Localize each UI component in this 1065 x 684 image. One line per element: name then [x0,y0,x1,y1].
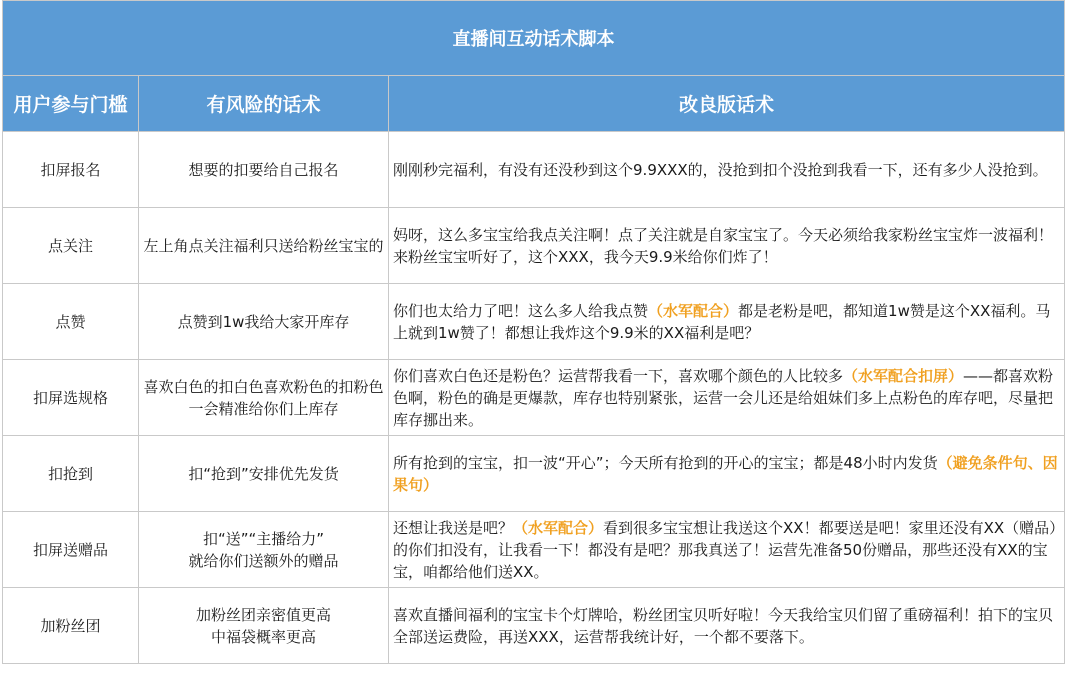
threshold-cell: 扣屏送赠品 [3,512,139,588]
header-row [3,76,1065,132]
header-threshold: 用户参与门槛 [3,76,139,132]
improved-script-text: 妈呀，这么多宝宝给我点关注啊！点了关注就是自家宝宝了。今天必须给我家粉丝宝宝炸一波福利！来粉丝宝宝听好了，这个XXX，我今天9.9米给你们炸了！ [393,225,1054,266]
table-row [3,132,1065,208]
highlight-note: （避免条件句、因果句） [393,453,1058,494]
highlight-note: （水军配合） [513,518,604,537]
table-row [3,208,1065,284]
table-row [3,360,1065,436]
highlight-note: （水军配合扣屏） [843,366,964,385]
improved-script-cell [389,588,1065,664]
threshold-cell: 扣屏报名 [3,132,139,208]
improved-script-text: ——都喜欢粉色啊，粉色的确是更爆款，库存也特别紧张，运营一会儿还是给姐妹们多上点粉色的库存吧，尽量把库存挪出来。 [393,366,1054,429]
improved-script-text: 所有抢到的宝宝，扣一波“开心”；今天所有抢到的开心的宝宝；都是48小时内发货 [393,453,938,472]
improved-script-text: 你们喜欢白色还是粉色？运营帮我看一下，喜欢哪个颜色的人比较多 [393,366,844,385]
header-improved: 改良版话术 [389,76,1065,132]
improved-script-text: 还想让我送是吧？ [393,518,514,537]
table-title: 直播间互动话术脚本 [3,1,1065,76]
risky-script-cell [139,436,389,512]
risky-script-line: 加粉丝团亲密值更高 [195,605,331,624]
improved-script-text: 看到很多宝宝想让我送这个XX！都要送是吧！家里还没有XX（赠品）的你们扣没有，让我看一下！都没有是吧？那我真送了！运营先准备50份赠品，那些还没有XX的宝宝，咱都给他们送XX。 [393,518,1057,581]
improved-script-cell [389,436,1065,512]
risky-script-cell [139,360,389,436]
improved-script-cell [389,132,1065,208]
table-row [3,512,1065,588]
table-row [3,588,1065,664]
improved-script-cell [389,360,1065,436]
risky-script-line: 一会精准给你们上库存 [188,399,339,418]
title-row [3,1,1065,76]
highlight-note: （水军配合） [648,301,739,320]
risky-script-cell [139,132,389,208]
improved-script-cell [389,512,1065,588]
improved-script-text: 刚刚秒完福利，有没有还没秒到这个9.9XXX的，没抢到扣个没抢到我看一下，还有多少人没抢到。 [393,160,1048,179]
threshold-cell: 点关注 [3,208,139,284]
table-row [3,284,1065,360]
improved-script-text: 你们也太给力了吧！这么多人给我点赞 [393,301,649,320]
risky-script-cell [139,208,389,284]
threshold-cell: 点赞 [3,284,139,360]
risky-script-line: 喜欢白色的扣白色喜欢粉色的扣粉色 [143,377,384,396]
improved-script-text: 都是老粉是吧，都知道1w赞是这个XX福利。马上就到1w赞了！都想让我炸这个9.9米的XX福利是吧？ [393,301,1051,342]
script-table [2,0,1065,664]
table-row [3,436,1065,512]
risky-script-line: 就给你们送额外的赠品 [188,551,339,570]
risky-script-line: 中福袋概率更高 [210,627,316,646]
risky-script-line: 扣“抢到”安排优先发货 [188,464,339,483]
header-risky: 有风险的话术 [139,76,389,132]
improved-script-text: 喜欢直播间福利的宝宝卡个灯牌哈，粉丝团宝贝听好啦！今天我给宝贝们留了重磅福利！拍下的宝贝全部送运费险，再送XXX，运营帮我统计好，一个都不要落下。 [393,605,1054,646]
threshold-cell: 扣抢到 [3,436,139,512]
improved-script-cell [389,284,1065,360]
table-body [3,1,1065,664]
threshold-cell: 加粉丝团 [3,588,139,664]
risky-script-cell [139,512,389,588]
threshold-cell: 扣屏选规格 [3,360,139,436]
risky-script-line: 左上角点关注福利只送给粉丝宝宝的 [143,236,384,255]
risky-script-line: 想要的扣要给自己报名 [188,160,339,179]
risky-script-cell [139,284,389,360]
risky-script-line: 点赞到1w我给大家开库存 [177,312,350,331]
risky-script-line: 扣“送”“主播给力” [202,529,325,548]
risky-script-cell [139,588,389,664]
improved-script-cell [389,208,1065,284]
